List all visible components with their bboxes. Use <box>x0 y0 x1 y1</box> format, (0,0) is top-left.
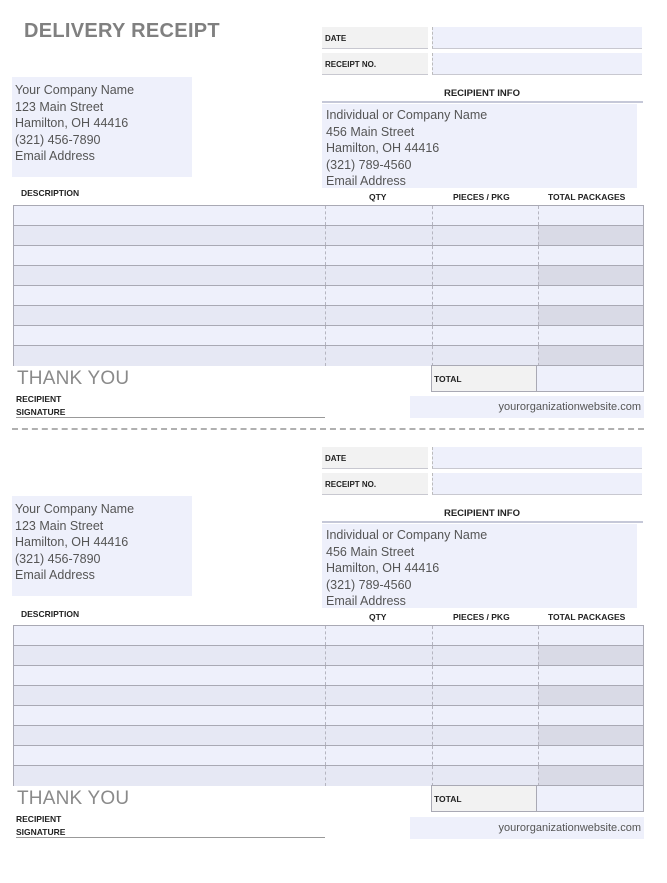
receipt-no-label: RECEIPT NO. <box>322 53 428 75</box>
items-table <box>13 625 644 786</box>
qty-cell[interactable] <box>325 666 432 685</box>
recipient-signature-label <box>16 813 65 839</box>
pieces-pkg-cell[interactable] <box>432 246 538 265</box>
description-cell[interactable] <box>14 226 325 245</box>
company-street: 123 Main Street <box>15 99 104 114</box>
qty-cell[interactable] <box>325 626 432 645</box>
total-packages-cell[interactable] <box>538 686 643 705</box>
table-row <box>14 686 643 706</box>
recipient-phone: (321) 789-4560 <box>326 157 412 172</box>
total-packages-cell[interactable] <box>538 286 643 305</box>
company-info[interactable] <box>12 496 192 596</box>
pieces-pkg-header: PIECES / PKG <box>453 612 510 622</box>
qty-cell[interactable] <box>325 306 432 325</box>
table-row <box>14 306 643 326</box>
pieces-pkg-header: PIECES / PKG <box>453 192 510 202</box>
company-phone: (321) 456-7890 <box>15 551 101 566</box>
description-cell[interactable] <box>14 306 325 325</box>
signature-line[interactable] <box>16 837 325 838</box>
company-street: 123 Main Street <box>15 518 104 533</box>
recipient-info-rule <box>322 101 643 103</box>
pieces-pkg-cell[interactable] <box>432 666 538 685</box>
description-cell[interactable] <box>14 706 325 725</box>
date-field[interactable] <box>432 447 642 469</box>
pieces-pkg-cell[interactable] <box>432 266 538 285</box>
total-packages-cell[interactable] <box>538 626 643 645</box>
recipient-city: Hamilton, OH 44416 <box>326 141 440 155</box>
receipt-no-field[interactable] <box>432 473 642 495</box>
total-packages-cell[interactable] <box>538 646 643 665</box>
total-packages-cell[interactable] <box>538 666 643 685</box>
company-phone: (321) 456-7890 <box>15 132 101 147</box>
table-row <box>14 226 643 246</box>
table-row <box>14 626 643 646</box>
qty-cell[interactable] <box>325 266 432 285</box>
total-value-field[interactable] <box>537 785 644 812</box>
total-packages-cell[interactable] <box>538 206 643 225</box>
total-packages-cell[interactable] <box>538 246 643 265</box>
qty-cell[interactable] <box>325 326 432 345</box>
table-row <box>14 326 643 346</box>
receipt-no-label: RECEIPT NO. <box>322 473 428 495</box>
receipt-section-1 <box>0 0 667 420</box>
total-packages-cell[interactable] <box>538 706 643 725</box>
signature-label-line-2: SIGNATURE <box>16 407 66 417</box>
company-name: Your Company Name <box>15 83 135 97</box>
thank-you-text: THANK YOU <box>17 368 130 389</box>
description-header: DESCRIPTION <box>21 188 80 198</box>
signature-label-line-1: RECIPIENT <box>16 814 62 824</box>
qty-cell[interactable] <box>325 646 432 665</box>
recipient-email: Email Address <box>326 174 406 188</box>
description-cell[interactable] <box>14 666 325 685</box>
qty-cell[interactable] <box>325 246 432 265</box>
company-info[interactable] <box>12 77 192 177</box>
description-cell[interactable] <box>14 246 325 265</box>
page-title: DELIVERY RECEIPT <box>24 20 220 42</box>
qty-cell[interactable] <box>325 706 432 725</box>
pieces-pkg-cell[interactable] <box>432 626 538 645</box>
date-field[interactable] <box>432 27 642 49</box>
table-row <box>14 766 643 786</box>
company-email: Email Address <box>15 568 95 582</box>
total-packages-cell[interactable] <box>538 766 643 786</box>
table-row <box>14 746 643 766</box>
website-text: yourorganizationwebsite.com <box>410 396 644 418</box>
recipient-phone: (321) 789-4560 <box>326 577 412 592</box>
description-cell[interactable] <box>14 746 325 765</box>
pieces-pkg-cell[interactable] <box>432 766 538 786</box>
pieces-pkg-cell[interactable] <box>432 686 538 705</box>
table-row <box>14 726 643 746</box>
description-cell[interactable] <box>14 266 325 285</box>
receipt-no-field[interactable] <box>432 53 642 75</box>
qty-header: QTY <box>369 192 387 202</box>
total-packages-cell[interactable] <box>538 726 643 745</box>
pieces-pkg-cell[interactable] <box>432 726 538 745</box>
total-packages-header: TOTAL PACKAGES <box>548 192 626 202</box>
company-email: Email Address <box>15 149 95 163</box>
table-row <box>14 666 643 686</box>
pieces-pkg-cell[interactable] <box>432 206 538 225</box>
recipient-city: Hamilton, OH 44416 <box>326 561 440 575</box>
items-table <box>13 205 644 366</box>
qty-cell[interactable] <box>325 766 432 786</box>
signature-label-line-2: SIGNATURE <box>16 827 66 837</box>
pieces-pkg-cell[interactable] <box>432 646 538 665</box>
company-city: Hamilton, OH 44416 <box>15 116 129 130</box>
qty-cell[interactable] <box>325 726 432 745</box>
description-cell[interactable] <box>14 346 325 366</box>
table-row <box>14 286 643 306</box>
description-cell[interactable] <box>14 726 325 745</box>
qty-cell[interactable] <box>325 746 432 765</box>
table-row <box>14 706 643 726</box>
signature-line[interactable] <box>16 417 325 418</box>
receipt-section-2 <box>0 420 667 860</box>
pieces-pkg-cell[interactable] <box>432 286 538 305</box>
recipient-name: Individual or Company Name <box>326 528 488 542</box>
qty-cell[interactable] <box>325 206 432 225</box>
website-text: yourorganizationwebsite.com <box>410 817 644 839</box>
recipient-info[interactable] <box>322 104 637 188</box>
total-packages-cell[interactable] <box>538 346 643 366</box>
pieces-pkg-cell[interactable] <box>432 326 538 345</box>
description-cell[interactable] <box>14 646 325 665</box>
table-row <box>14 646 643 666</box>
table-row <box>14 266 643 286</box>
table-row <box>14 346 643 366</box>
date-label: DATE <box>322 27 428 49</box>
description-cell[interactable] <box>14 326 325 345</box>
recipient-signature-label <box>16 393 65 419</box>
total-value-field[interactable] <box>537 365 644 392</box>
pieces-pkg-cell[interactable] <box>432 346 538 366</box>
total-label: TOTAL <box>431 365 537 392</box>
recipient-street: 456 Main Street <box>326 124 415 139</box>
qty-header: QTY <box>369 612 387 622</box>
pieces-pkg-cell[interactable] <box>432 226 538 245</box>
recipient-info-heading: RECIPIENT INFO <box>443 508 520 519</box>
total-packages-cell[interactable] <box>538 226 643 245</box>
description-cell[interactable] <box>14 206 325 225</box>
total-packages-cell[interactable] <box>538 266 643 285</box>
company-name: Your Company Name <box>15 502 135 516</box>
description-header: DESCRIPTION <box>21 609 80 619</box>
pieces-pkg-cell[interactable] <box>432 746 538 765</box>
qty-cell[interactable] <box>325 226 432 245</box>
thank-you-text: THANK YOU <box>17 788 130 809</box>
description-cell[interactable] <box>14 286 325 305</box>
date-label: DATE <box>322 447 428 469</box>
recipient-email: Email Address <box>326 594 406 608</box>
table-row <box>14 206 643 226</box>
qty-cell[interactable] <box>325 286 432 305</box>
recipient-street: 456 Main Street <box>326 544 415 559</box>
total-packages-cell[interactable] <box>538 306 643 325</box>
signature-label-line-1: RECIPIENT <box>16 394 62 404</box>
total-label: TOTAL <box>431 785 537 812</box>
pieces-pkg-cell[interactable] <box>432 706 538 725</box>
qty-cell[interactable] <box>325 346 432 366</box>
description-cell[interactable] <box>14 766 325 786</box>
recipient-name: Individual or Company Name <box>326 108 488 122</box>
description-cell[interactable] <box>14 626 325 645</box>
qty-cell[interactable] <box>325 686 432 705</box>
recipient-info[interactable] <box>322 524 637 608</box>
recipient-info-heading: RECIPIENT INFO <box>443 88 520 99</box>
total-packages-cell[interactable] <box>538 326 643 345</box>
pieces-pkg-cell[interactable] <box>432 306 538 325</box>
table-row <box>14 246 643 266</box>
total-packages-header: TOTAL PACKAGES <box>548 612 626 622</box>
total-packages-cell[interactable] <box>538 746 643 765</box>
company-city: Hamilton, OH 44416 <box>15 535 129 549</box>
description-cell[interactable] <box>14 686 325 705</box>
recipient-info-rule <box>322 521 643 523</box>
